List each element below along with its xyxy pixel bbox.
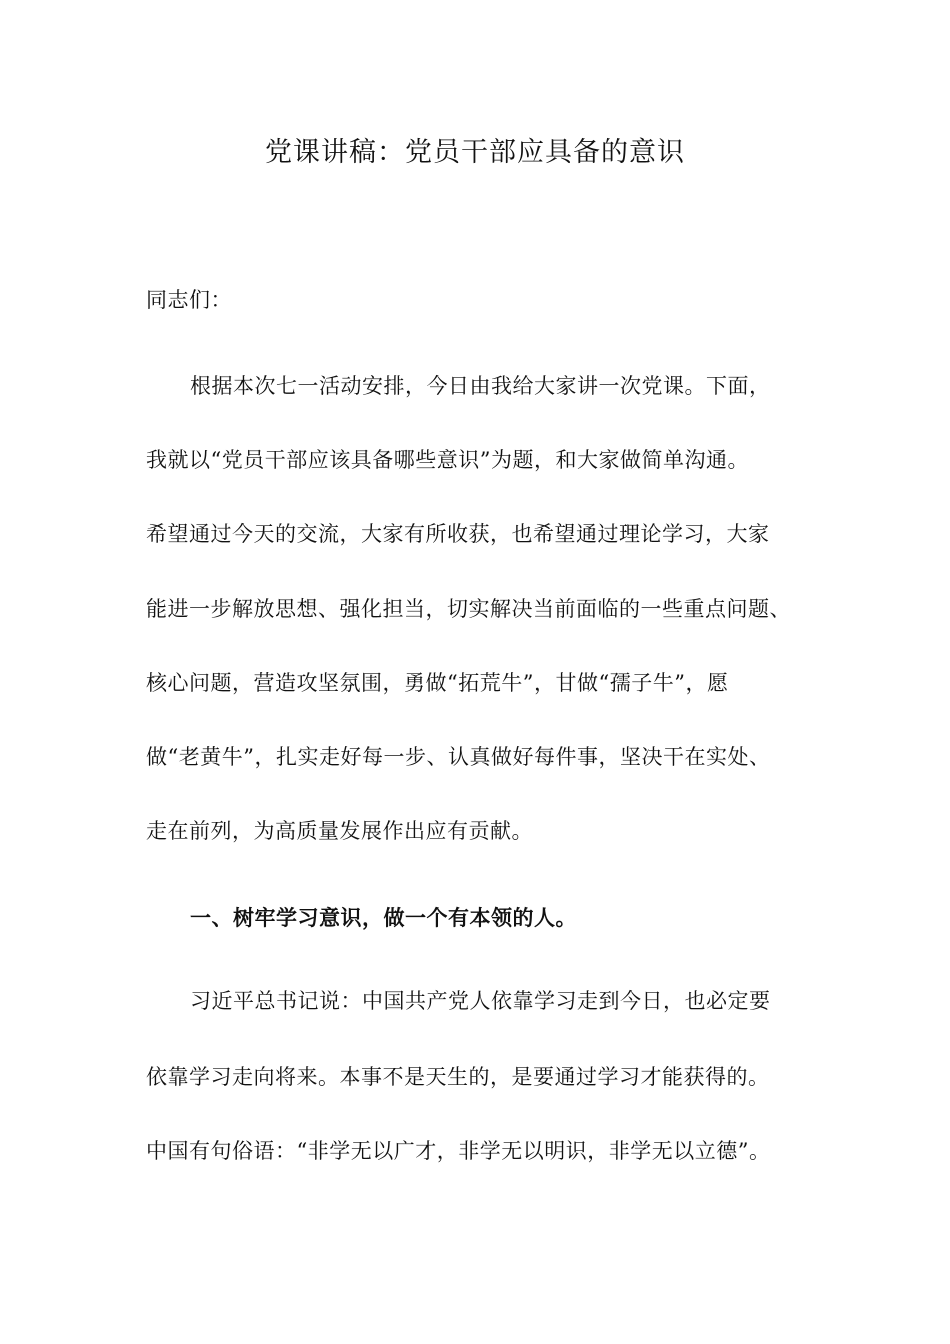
paragraph-line: 习近平总书记说：中国共产党人依靠学习走到今日，也必定要 — [190, 989, 771, 1013]
salutation: 同志们： — [146, 288, 232, 312]
paragraph-line: 核心问题，营造攻坚氛围，勇做“拓荒牛”，甘做“孺子牛”，愿 — [146, 671, 729, 695]
paragraph-line: 做“老黄牛”，扎实走好每一步、认真做好每件事，坚决干在实处、 — [146, 745, 771, 769]
document-title: 党课讲稿：党员干部应具备的意识 — [265, 137, 685, 168]
paragraph-line: 希望通过今天的交流，大家有所收获，也希望通过理论学习，大家 — [146, 522, 770, 546]
section-heading: 一、树牢学习意识，做一个有本领的人。 — [190, 906, 577, 930]
paragraph-line: 中国有句俗语：“非学无以广才，非学无以明识，非学无以立德”。 — [146, 1139, 771, 1163]
paragraph-line: 走在前列，为高质量发展作出应有贡献。 — [146, 819, 533, 843]
paragraph-line: 依靠学习走向将来。本事不是天生的，是要通过学习才能获得的。 — [146, 1065, 770, 1089]
paragraph-line: 我就以“党员干部应该具备哪些意识”为题，和大家做简单沟通。 — [146, 448, 749, 472]
paragraph-line: 根据本次七一活动安排，今日由我给大家讲一次党课。下面， — [190, 374, 771, 398]
paragraph-line: 能进一步解放思想、强化担当，切实解决当前面临的一些重点问题、 — [146, 597, 791, 621]
